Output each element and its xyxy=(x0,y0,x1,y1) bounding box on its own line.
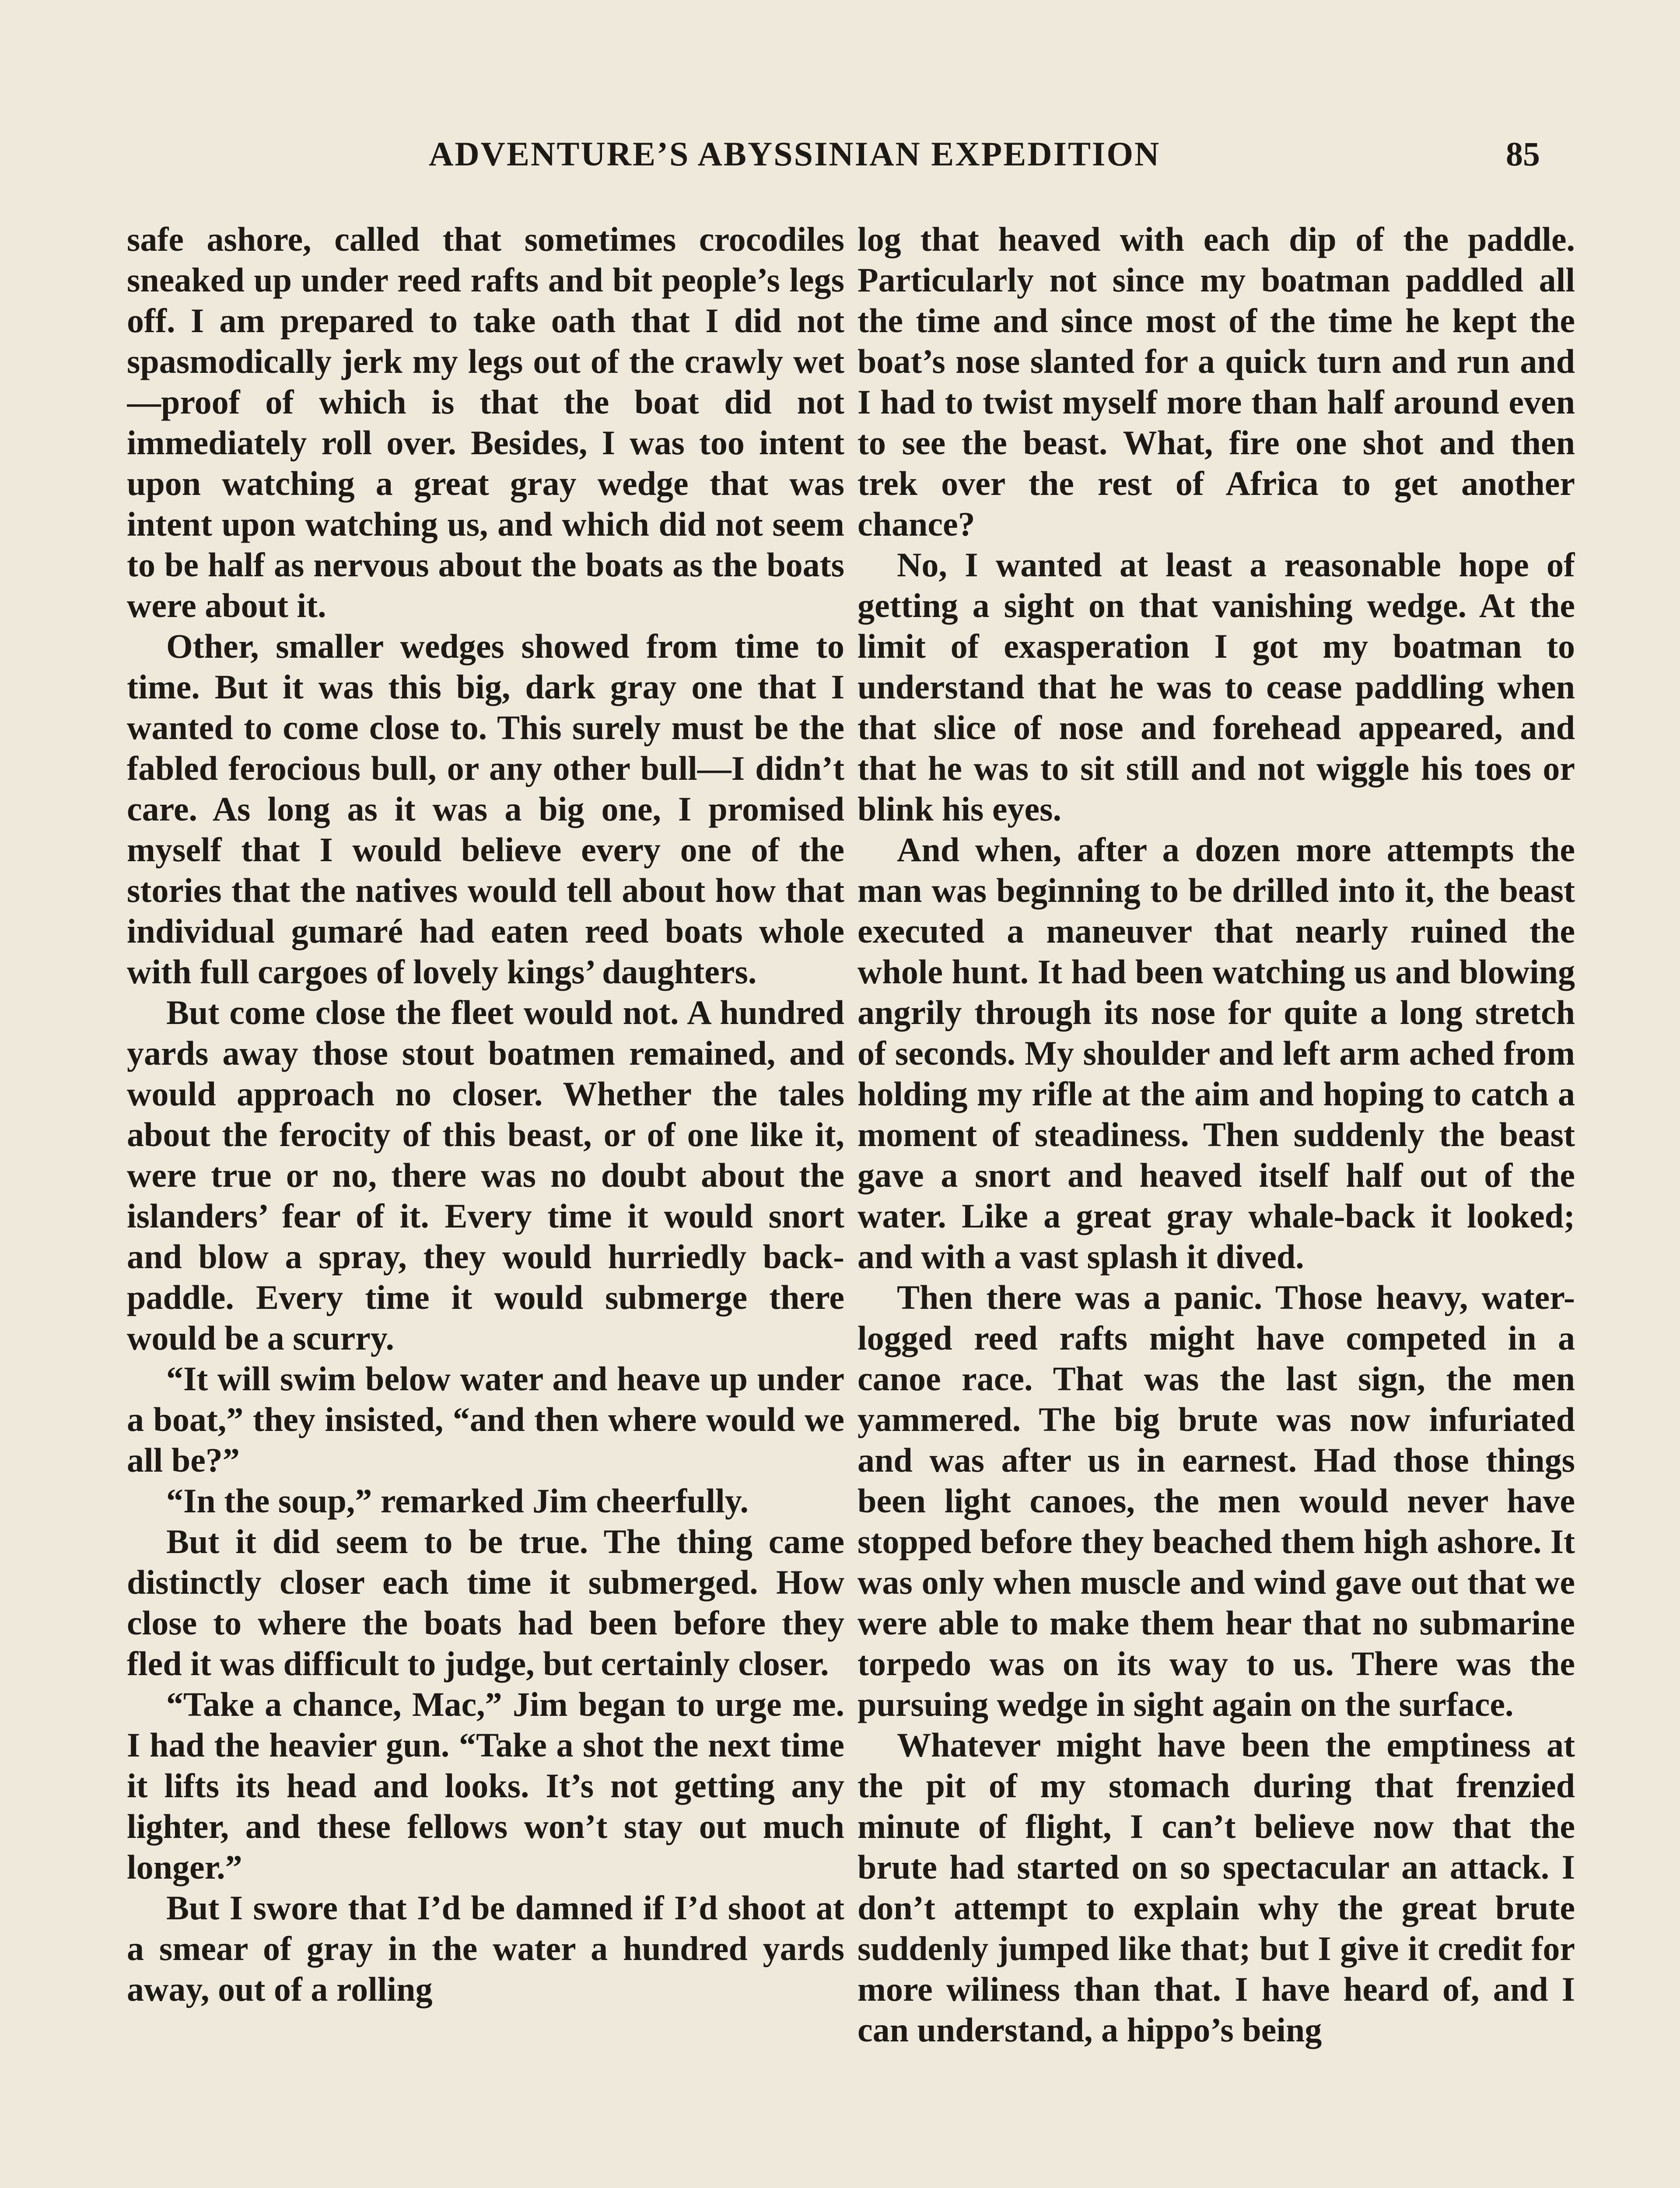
paragraph: But come close the fleet would not. A hundred yards away those stout boatmen remained, and would approach no closer. Whether the tales about the ferocity of this beast, or of one like it, were true or no, there was no doubt about the islanders’ fear of it. Every time it would snort and blow a spray, they would hurriedly back-paddle. Every time it would submerge there would be a scurry. xyxy=(127,993,844,1357)
running-header: ADVENTURE’S ABYSSINIAN EXPEDITION xyxy=(429,135,1161,173)
paragraph: “It will swim below water and heave up under a boat,” they insisted, “and then where would we all be?” xyxy=(127,1360,844,1479)
paragraph: Other, smaller wedges showed from time to time. But it was this big, dark gray one that I wanted to come close to. This surely must be the fabled ferocious bull, or any other bull—I didn’t care. As long as it was a big one, I promised myself that I would believe every one of the stories that the natives would tell about how that individual gumaré had eaten reed boats whole with full cargoes of lovely kings’ daughters. xyxy=(127,627,844,991)
paragraph: Then there was a panic. Those heavy, water-logged reed rafts might have competed in a canoe race. That was the last sign, the men yammered. The big brute was now infuriated and was after us in earnest. Had those things been light canoes, the men would never have stopped before they beached them high ashore. It was only when muscle and wind gave out that we were able to make them hear that no submarine torpedo was on its way to us. There was the pursuing wedge in sight again on the surface. xyxy=(858,1278,1575,1723)
paragraph: “In the soup,” remarked Jim cheerfully. xyxy=(166,1482,749,1520)
paragraph: No, I wanted at least a reasonable hope of getting a sight on that vanishing wedge. At the limit of exasperation I got my boatman to understand that he was to cease paddling when that slice of nose and forehead appeared, and that he was to sit still and not wiggle his toes or blink his eyes. xyxy=(858,546,1575,828)
page-number: 85 xyxy=(1506,135,1540,173)
right-column xyxy=(858,219,1575,2188)
paragraph: And when, after a dozen more attempts the man was beginning to be drilled into it, the beast executed a maneuver that nearly ruined the whole hunt. It had been watching us and blowing angrily through its nose for quite a long stretch of seconds. My shoulder and left arm ached from holding my rifle at the aim and hoping to catch a moment of steadiness. Then suddenly the beast gave a snort and heaved itself half out of the water. Like a great gray whale-back it looked; and with a vast splash it dived. xyxy=(858,831,1575,1276)
paragraph: Whatever might have been the emptiness at the pit of my stomach during that frenzied minute of flight, I can’t believe now that the brute had started on so spectacular an attack. I don’t attempt to explain why the great brute suddenly jumped like that; but I give it credit for more wiliness than that. I have heard of, and I can understand, a hippo’s being xyxy=(858,1726,1575,2049)
paragraph: safe ashore, called that sometimes crocodiles sneaked up under reed rafts and bit people’s legs off. I am prepared to take oath that I did not spasmodically jerk my legs out of the crawly wet—proof of which is that the boat did not immediately roll over. Besides, I was too intent upon watching a great gray wedge that was intent upon watching us, and which did not seem to be half as nervous about the boats as the boats were about it. xyxy=(127,220,844,624)
paragraph: But it did seem to be true. The thing came distinctly closer each time it submerged. How close to where the boats had been before they fled it was difficult to judge, but certainly closer. xyxy=(127,1522,844,1683)
paragraph: log that heaved with each dip of the paddle. Particularly not since my boatman paddled all the time and since most of the time he kept the boat’s nose slanted for a quick turn and run and I had to twist myself more than half around even to see the beast. What, fire one shot and then trek over the rest of Africa to get another chance? xyxy=(858,220,1575,543)
paragraph: But I swore that I’d be damned if I’d shoot at a smear of gray in the water a hundred yards away, out of a rolling xyxy=(127,1889,844,2008)
left-column xyxy=(127,219,844,2188)
paragraph: “Take a chance, Mac,” Jim began to urge me. I had the heavier gun. “Take a shot the next time it lifts its head and looks. It’s not getting any lighter, and these fellows won’t stay out much longer.” xyxy=(127,1685,844,1886)
